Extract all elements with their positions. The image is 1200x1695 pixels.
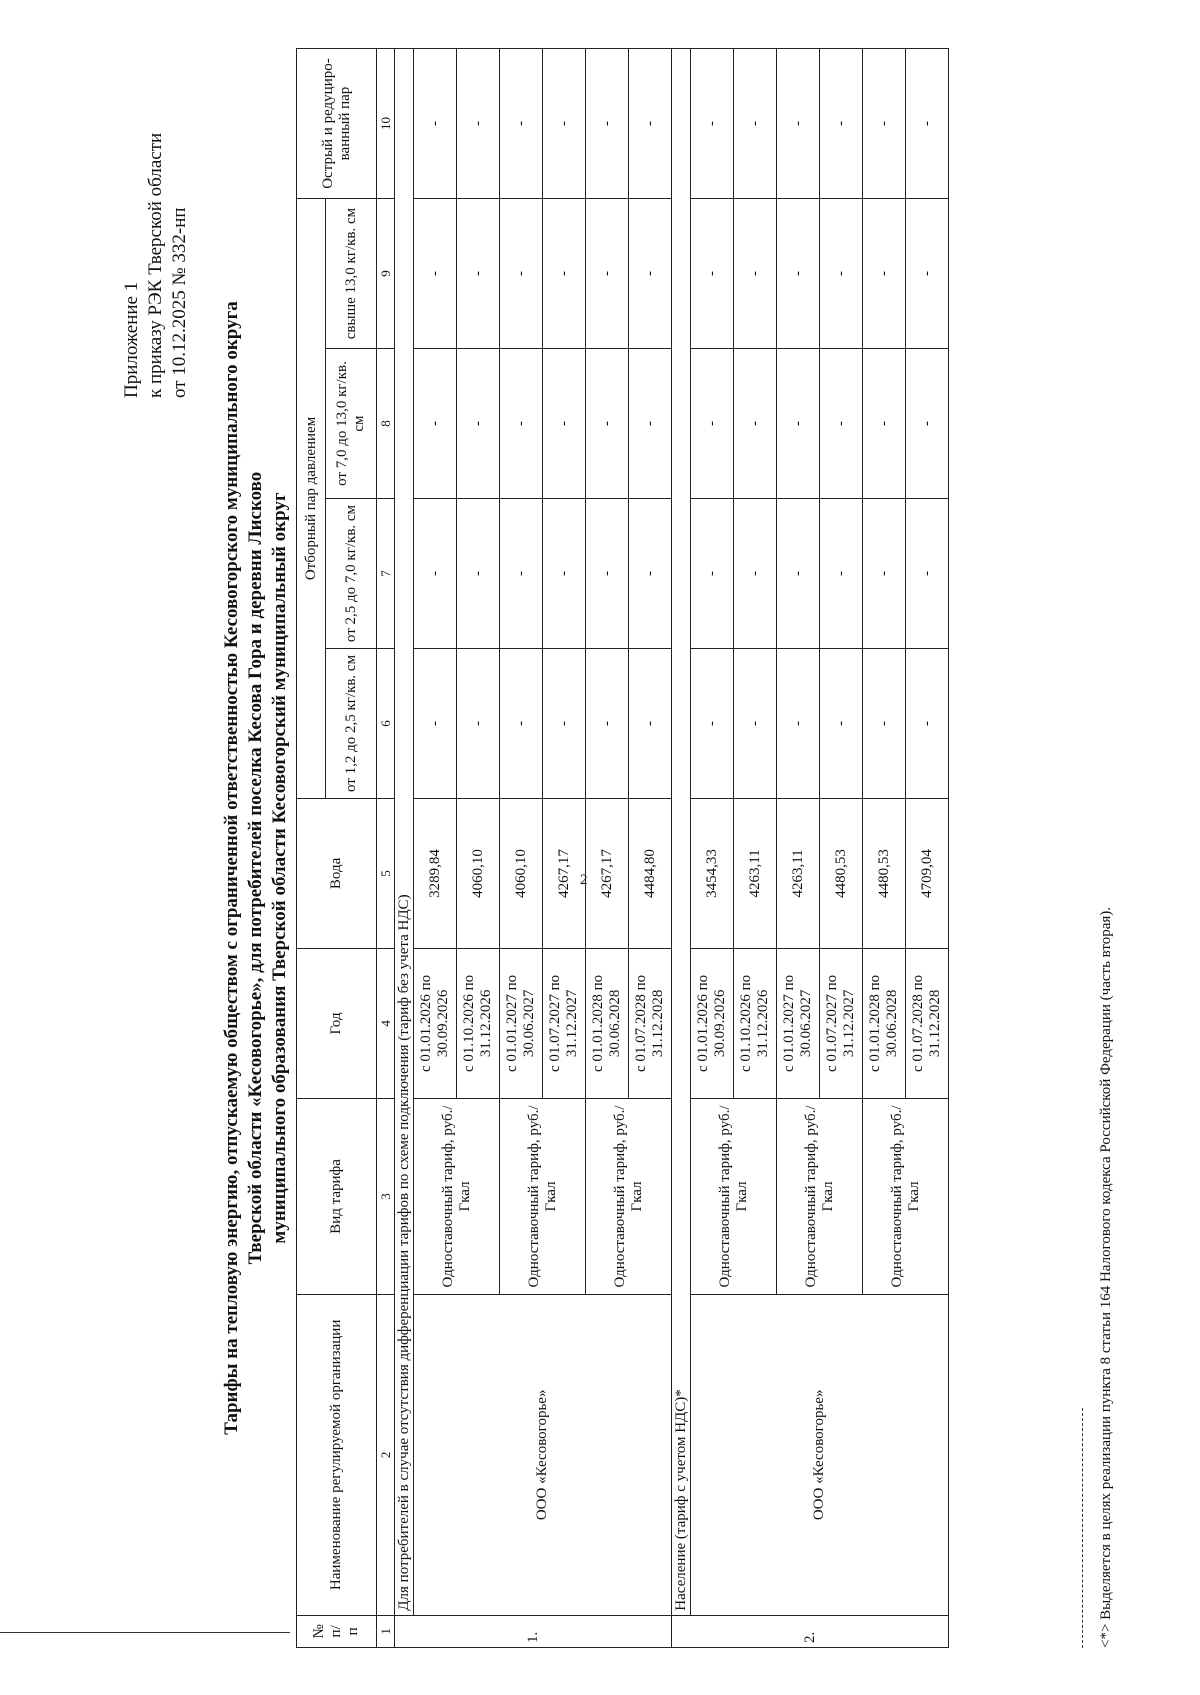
steam-tariff-cell: - <box>414 349 457 499</box>
document-title <box>220 128 292 1608</box>
steam-tariff-cell: - <box>777 349 820 499</box>
steam-tariff-cell: - <box>691 199 734 349</box>
steam-tariff-cell: - <box>906 49 949 199</box>
water-tariff-cell: 3289,84 <box>414 798 457 948</box>
appendix-note <box>120 68 192 398</box>
header-num: № п/ п <box>297 1615 377 1647</box>
header-steam-4: свыше 13,0 кг/кв. см <box>326 199 377 349</box>
steam-tariff-cell: - <box>691 499 734 649</box>
period-cell: с 01.07.2028 по 31.12.2028 <box>906 948 949 1098</box>
steam-tariff-cell: - <box>691 349 734 499</box>
steam-tariff-cell: - <box>820 648 863 798</box>
steam-tariff-cell: - <box>734 49 777 199</box>
water-tariff-cell: 4484,80 <box>629 798 672 948</box>
tariff-table <box>296 48 949 1648</box>
steam-tariff-cell: - <box>543 199 586 349</box>
period-cell: с 01.01.2027 по 30.06.2027 <box>777 948 820 1098</box>
header-org: Наименование регулируемой организации <box>297 1295 377 1616</box>
tariff-type: Одноставочный тариф, руб./Гкал <box>414 1098 500 1294</box>
steam-tariff-cell: - <box>734 349 777 499</box>
header-water: Вода <box>297 798 377 948</box>
water-tariff-cell: 4060,10 <box>500 798 543 948</box>
steam-tariff-cell: - <box>691 648 734 798</box>
steam-tariff-cell: - <box>543 499 586 649</box>
tariff-type: Одноставочный тариф, руб./Гкал <box>863 1098 949 1294</box>
section-index: 2. <box>672 1615 949 1647</box>
period-cell: с 01.01.2028 по 30.06.2028 <box>863 948 906 1098</box>
steam-tariff-cell: - <box>586 199 629 349</box>
column-number-row <box>377 49 395 1648</box>
tariff-type: Одноставочный тариф, руб./Гкал <box>586 1098 672 1294</box>
tariff-type: Одноставочный тариф, руб./Гкал <box>777 1098 863 1294</box>
steam-tariff-cell: - <box>586 349 629 499</box>
header-tariff-type: Вид тарифа <box>297 1098 377 1294</box>
period-cell: с 01.07.2028 по 31.12.2028 <box>629 948 672 1098</box>
column-number: 1 <box>377 1615 395 1647</box>
steam-tariff-cell: - <box>777 199 820 349</box>
steam-tariff-cell: - <box>734 648 777 798</box>
header-steam-3: от 7,0 до 13,0 кг/кв. см <box>326 349 377 499</box>
steam-tariff-cell: - <box>500 199 543 349</box>
period-cell: с 01.01.2028 по 30.06.2028 <box>586 948 629 1098</box>
section-title: Для потребителей в случае отсутствия дифференциации тарифов по схеме подключения (тариф без учета НДС) <box>395 49 414 1616</box>
footnote: <*> Выделяется в целях реализации пункта 8 статьи 164 Налогового кодекса Российской Федерации (часть вторая). <box>1098 906 1114 1648</box>
column-number: 4 <box>377 948 395 1098</box>
water-tariff-cell: 4267,17 <box>586 798 629 948</box>
steam-tariff-cell: - <box>457 648 500 798</box>
steam-tariff-cell: - <box>691 49 734 199</box>
steam-tariff-cell: - <box>500 49 543 199</box>
steam-tariff-cell: - <box>906 499 949 649</box>
steam-tariff-cell: - <box>414 648 457 798</box>
water-tariff-cell: 3454,33 <box>691 798 734 948</box>
steam-tariff-cell: - <box>414 199 457 349</box>
period-cell: с 01.10.2026 по 31.12.2026 <box>457 948 500 1098</box>
title-line-2: Тверской области «Кесовогорье», для потребителей поселка Кесова Гора и деревни Лисково <box>245 471 266 1265</box>
steam-tariff-cell: - <box>629 199 672 349</box>
steam-tariff-cell: - <box>543 49 586 199</box>
section-index: 1. <box>395 1615 672 1647</box>
steam-tariff-cell: - <box>457 499 500 649</box>
period-cell: с 01.07.2027 по 31.12.2027 <box>820 948 863 1098</box>
appendix-line-1: Приложение 1 <box>121 281 142 398</box>
period-cell: с 01.07.2027 по 31.12.2027 <box>543 948 586 1098</box>
period-cell: с 01.10.2026 по 31.12.2026 <box>734 948 777 1098</box>
steam-tariff-cell: - <box>777 648 820 798</box>
column-number: 3 <box>377 1098 395 1294</box>
steam-tariff-cell: - <box>863 648 906 798</box>
steam-tariff-cell: - <box>820 199 863 349</box>
column-number: 9 <box>377 199 395 349</box>
page-number: 2 <box>580 872 588 888</box>
title-line-1: Тарифы на тепловую энергию, отпускаемую обществом с ограниченной ответственностью Кесовогорского муниципального округа <box>221 301 242 1435</box>
steam-tariff-cell: - <box>414 49 457 199</box>
column-number: 7 <box>377 499 395 649</box>
column-number: 6 <box>377 648 395 798</box>
steam-tariff-cell: - <box>500 499 543 649</box>
steam-tariff-cell: - <box>863 349 906 499</box>
steam-tariff-cell: - <box>500 648 543 798</box>
steam-tariff-cell: - <box>734 499 777 649</box>
steam-tariff-cell: - <box>586 49 629 199</box>
water-tariff-cell: 4060,10 <box>457 798 500 948</box>
steam-tariff-cell: - <box>500 349 543 499</box>
column-number: 8 <box>377 349 395 499</box>
document-sheet <box>60 28 1140 1668</box>
steam-tariff-cell: - <box>820 499 863 649</box>
steam-tariff-cell: - <box>820 49 863 199</box>
steam-tariff-cell: - <box>734 199 777 349</box>
steam-tariff-cell: - <box>906 199 949 349</box>
section-title: Население (тариф с учетом НДС)* <box>672 49 691 1616</box>
steam-tariff-cell: - <box>906 648 949 798</box>
steam-tariff-cell: - <box>863 199 906 349</box>
table-row <box>691 49 734 1648</box>
steam-tariff-cell: - <box>820 349 863 499</box>
period-cell: с 01.01.2026 по 30.09.2026 <box>414 948 457 1098</box>
table-row <box>414 49 457 1648</box>
column-number: 10 <box>377 49 395 199</box>
steam-tariff-cell: - <box>629 349 672 499</box>
steam-tariff-cell: - <box>586 499 629 649</box>
appendix-line-3: от 10.12.2025 № 332-нп <box>169 207 190 398</box>
steam-tariff-cell: - <box>457 199 500 349</box>
steam-tariff-cell: - <box>629 648 672 798</box>
header-year: Год <box>297 948 377 1098</box>
steam-tariff-cell: - <box>543 648 586 798</box>
steam-tariff-cell: - <box>457 349 500 499</box>
steam-tariff-cell: - <box>586 648 629 798</box>
steam-tariff-cell: - <box>629 499 672 649</box>
header-steam-group: Отборный пар давлением <box>297 199 326 799</box>
header-steam-2: от 2,5 до 7,0 кг/кв. см <box>326 499 377 649</box>
steam-tariff-cell: - <box>543 349 586 499</box>
title-line-3: муниципального образования Тверской области Кесовогорский муниципальный округ <box>269 492 290 1244</box>
water-tariff-cell: 4263,11 <box>777 798 820 948</box>
water-tariff-cell: 4480,53 <box>863 798 906 948</box>
section-row <box>395 49 414 1648</box>
steam-tariff-cell: - <box>777 499 820 649</box>
steam-tariff-cell: - <box>863 49 906 199</box>
water-tariff-cell: 4267,17 <box>543 798 586 948</box>
appendix-line-2: к приказу РЭК Тверской области <box>145 132 166 398</box>
footnote-rule <box>1082 1408 1083 1648</box>
header-steam-1: от 1,2 до 2,5 кг/кв. см <box>326 648 377 798</box>
tariff-type: Одноставочный тариф, руб./Гкал <box>691 1098 777 1294</box>
organization-name: ООО «Кесовогорье» <box>691 1295 949 1616</box>
steam-tariff-cell: - <box>629 49 672 199</box>
period-cell: с 01.01.2027 по 30.06.2027 <box>500 948 543 1098</box>
water-tariff-cell: 4480,53 <box>820 798 863 948</box>
steam-tariff-cell: - <box>414 499 457 649</box>
header-hot-steam: Острый и редуциро-ванный пар <box>297 49 377 199</box>
water-tariff-cell: 4709,04 <box>906 798 949 948</box>
column-number: 5 <box>377 798 395 948</box>
organization-name: ООО «Кесовогорье» <box>414 1295 672 1616</box>
section-row <box>672 49 691 1648</box>
period-cell: с 01.01.2026 по 30.09.2026 <box>691 948 734 1098</box>
steam-tariff-cell: - <box>906 349 949 499</box>
steam-tariff-cell: - <box>777 49 820 199</box>
steam-tariff-cell: - <box>457 49 500 199</box>
water-tariff-cell: 4263,11 <box>734 798 777 948</box>
tariff-type: Одноставочный тариф, руб./Гкал <box>500 1098 586 1294</box>
steam-tariff-cell: - <box>863 499 906 649</box>
column-number: 2 <box>377 1295 395 1616</box>
